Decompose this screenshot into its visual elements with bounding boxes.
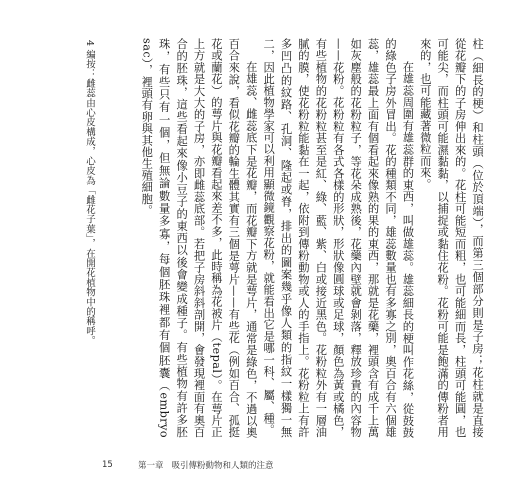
chapter-title: 吸引傳粉動物和人類的注意 (171, 461, 274, 471)
paragraph: 在雄蕊、雌蕊底下是花瓣，而花瓣下方就是萼片，通常是綠色，不過以奧百合來說，看似花瓣的輪生體其實有三個是萼片——有些花（例如百合、孤挺花或蘭花）的萼片與花瓣看起來差不多，此時稱為花被片（tepal）。在萼片正上方就是大大的子房，亦即雌蕊底部。若把子房斜斜剖開，會發現裡面有奧百合的胚珠，這些看起來像小豆子的東西以後會變成種子。有些植物有許多胚珠，有些只有一個，但無論數量多寡，每個胚珠裡都有個胚囊（embryo sac），裡頭有卵與其他生殖細胞。 (140, 38, 258, 438)
paragraph: 在雄蕊周圍有雄蕊群的東西，叫做雄蕊。雄蕊細長的梗叫作花絲，從鼓鼓的綠色子房外冒出。花的種類不同，雄蕊數量也有多寡之別，奧百合有六個雄蕊，雄蕊最上面有個看起來像熟的果的東西，那就是花藥，裡頭含有成千上萬如灰塵般的花粉粒子，等花朵成熟後，花藥內壁就會剝落，釋放珍貴的內容物——花粉。花粉粒有各式各樣的形狀，形狀像圓球或足球，顏色為黃或橘色，有些植物的花粉粒甚至是紅、綠、藍、紫、白或接近黑色。花粉粒外有一層油膩的膜，使花粉粒能黏在一起，依附到傳粉動物或人的手指上。花粉粒上有許多凹凸的紋路、孔洞、隆起或脊，排出的圖案幾乎像人類的指紋一樣獨一無二，因此植物學家可以利用顯微鏡觀察花粉，就能看出它是哪一科、屬、種。 (262, 38, 415, 438)
paragraph: 柱（細長的梗）和柱頭（位於頂端），而第三個部分則是子房；花柱就是直接從花瓣下的子房伸出來的。花柱可能短而粗，也可能細而長，柱頭可能圓，也可能尖，而柱頭可能濕黏黏，以捕捉或黏住花粉。花粉可能是飽滿的傳粉者用來的，也可能藏著微粒而來。 (418, 38, 484, 438)
body-text (104, 38, 486, 438)
page-number: 15 (102, 460, 113, 470)
chapter-label: 第一章 (138, 461, 164, 471)
footnote: 4 編按：雌蕊由心皮構成，心皮為「雌花子葉」，在開花植物中的稱呼。 (84, 40, 95, 346)
page-footer (102, 457, 432, 473)
